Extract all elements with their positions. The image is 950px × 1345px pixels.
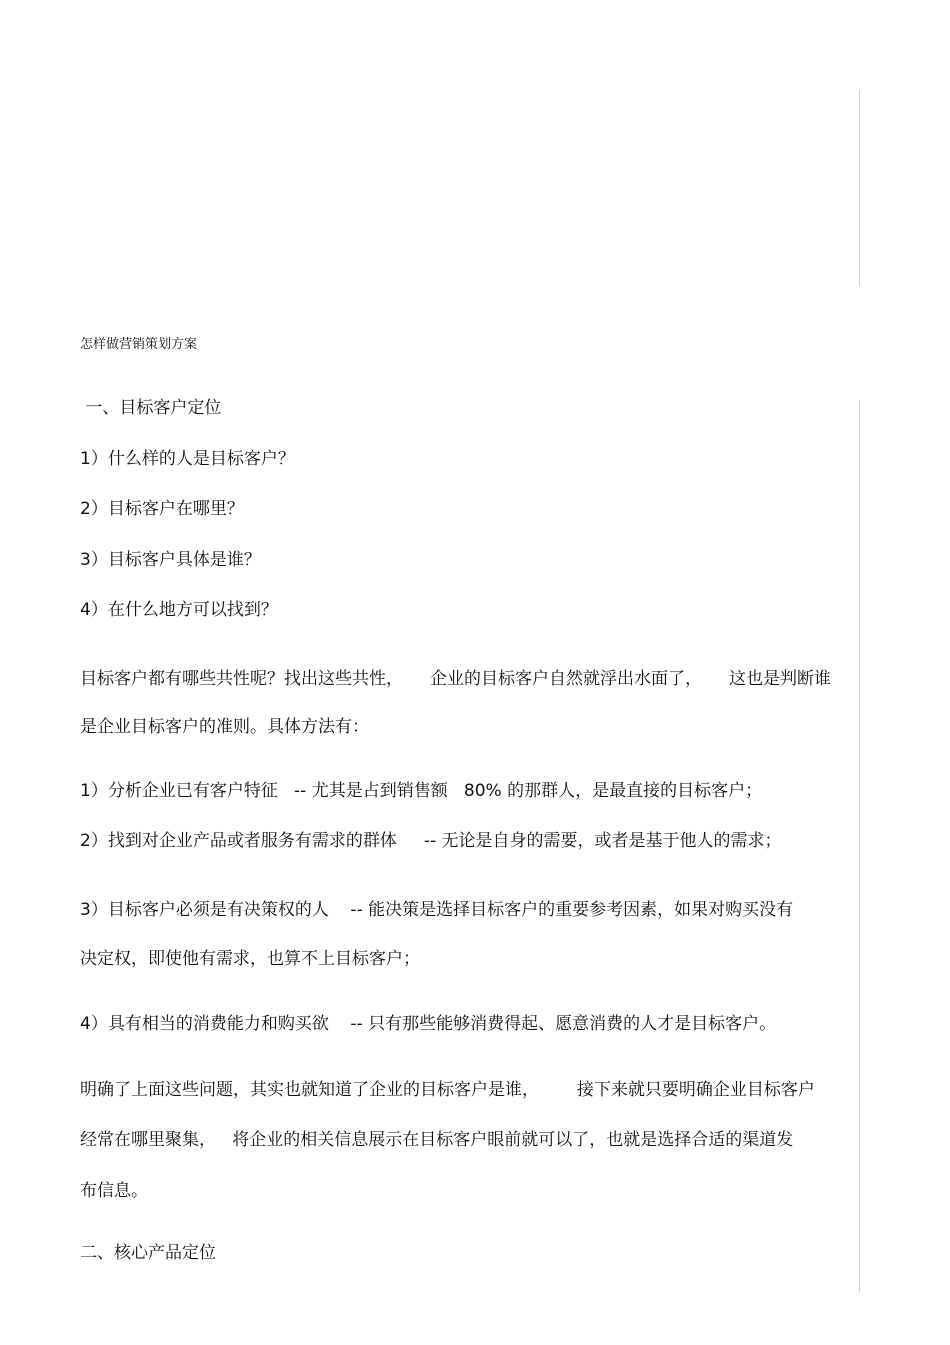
method-3-line-2: 决定权，即使他有需求，也算不上目标客户； bbox=[80, 949, 420, 969]
method-2: 2）找到对企业产品或者服务有需求的群体 -- 无论是自身的需要，或者是基于他人的需求； bbox=[80, 831, 782, 851]
method-3-line-1: 3）目标客户必须是有决策权的人 -- 能决策是选择目标客户的重要参考因素，如果对购买没有 bbox=[80, 900, 794, 920]
question-3: 3）目标客户具体是谁？ bbox=[80, 550, 261, 570]
conclusion-line-2: 经常在哪里聚集， 将企业的相关信息展示在目标客户眼前就可以了，也就是选择合适的渠道发 bbox=[80, 1130, 794, 1150]
document-title: 怎样做营销策划方案 bbox=[80, 337, 198, 352]
conclusion-line-3: 布信息。 bbox=[80, 1181, 148, 1201]
intro-line-1: 目标客户都有哪些共性呢？找出这些共性， 企业的目标客户自然就浮出水面了， 这也是判断谁 bbox=[80, 669, 832, 689]
intro-line-2: 是企业目标客户的准则。具体方法有： bbox=[80, 717, 369, 737]
page-edge-line-top bbox=[859, 90, 860, 286]
section-heading-target-customer: 一、目标客户定位 bbox=[80, 398, 222, 418]
question-1: 1）什么样的人是目标客户？ bbox=[80, 449, 295, 469]
question-4: 4）在什么地方可以找到？ bbox=[80, 600, 278, 620]
section-heading-core-product: 二、核心产品定位 bbox=[80, 1243, 216, 1263]
question-2: 2）目标客户在哪里？ bbox=[80, 499, 244, 519]
method-4: 4）具有相当的消费能力和购买欲 -- 只有那些能够消费得起、愿意消费的人才是目标客户。 bbox=[80, 1014, 777, 1034]
page-edge-line-bottom bbox=[859, 400, 860, 1292]
method-1: 1）分析企业已有客户特征 -- 尤其是占到销售额 80% 的那群人，是最直接的目标客户； bbox=[80, 781, 763, 801]
conclusion-line-1: 明确了上面这些问题，其实也就知道了企业的目标客户是谁， 接下来就只要明确企业目标客户 bbox=[80, 1080, 815, 1100]
